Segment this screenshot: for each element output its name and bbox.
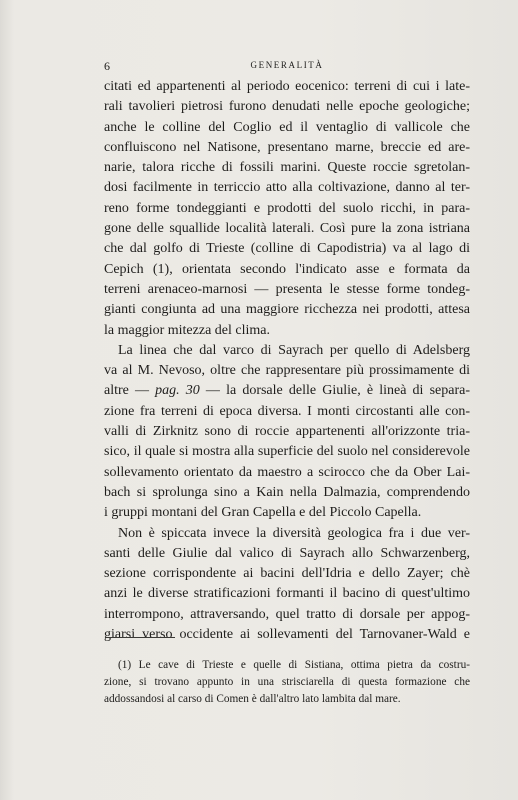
text-line: narie, talora ricche di fossili marini. Queste roccie sgretolan- xyxy=(104,160,470,176)
text-line: bach si sprolunga sino a Kain nella Dalmazia, comprendendo xyxy=(104,484,470,500)
text-line: gone delle squallide località laterali. Così pure la zona istriana xyxy=(104,221,470,237)
text-line: zione fra terreni di epoca diversa. I monti circostanti alle con- xyxy=(104,403,470,419)
text-line: la maggior mitezza del clima. xyxy=(104,322,270,338)
text-line: sezione corrispondente ai bacini dell'Idria e dello Zayer; chè xyxy=(104,566,470,582)
text-line: valli di Zirknitz sono di roccie appartenenti all'orizzonte tria- xyxy=(104,424,470,440)
page-reference: pag. 30 xyxy=(155,383,200,399)
text-line: anzi le diverse stratificazioni formanti il bacino di quest'ultimo xyxy=(104,586,470,602)
text-line: citati ed appartenenti al periodo eocenico: terreni di cui i late- xyxy=(104,79,470,94)
text-line: sollevamento orientato da maestro a scirocco che da Ober Lai- xyxy=(104,464,470,480)
footnotes xyxy=(104,657,470,708)
text-line: Cepich (1), orientata secondo l'indicato asse e formata da xyxy=(104,261,470,277)
text-line: gianti congiunta ad una maggiore ricchezza nei prodotti, attesa xyxy=(104,302,470,318)
footnote-line: (1) Le cave di Trieste e quelle di Sistiana, ottima pietra da costru- xyxy=(118,659,470,671)
running-title: GENERALITÀ xyxy=(250,60,324,70)
text-line: santi delle Giulie dal valico di Sayrach allo Schwarzenberg, xyxy=(104,545,470,561)
text-line: anche le colline del Coglio ed il ventaglio di vallicole che xyxy=(104,119,470,135)
text-line: La linea che dal varco di Sayrach per quello di Adelsberg xyxy=(118,342,470,358)
footnote-line: zione, si trovano appunto in una strisciarella di questa formazione che xyxy=(104,676,470,688)
text-line: dosi facilmente in terriccio atto alla coltivazione, danno al ter- xyxy=(104,180,470,196)
text-line-with-page-reference: altre — pag. 30 — la dorsale delle Giulie, è lineà di separa- xyxy=(104,383,470,399)
text-line: interrompono, attraversando, quel tratto di dorsale per appog- xyxy=(104,606,470,622)
text-line: rali tavolieri pietrosi furono denudati nelle epoche geologiche; xyxy=(104,99,470,115)
main-text xyxy=(104,77,470,645)
text-line: terreni arenaceo-marnosi — presenta le stesse forme tondeg- xyxy=(104,281,470,297)
text-line: sico, il quale si mostra alla superficie del suolo nel considerevole xyxy=(104,444,470,460)
text-line: che dal golfo di Trieste (colline di Capodistria) va al lago di xyxy=(104,241,470,257)
text-line: i gruppi montani del Gran Capella e del Piccolo Capella. xyxy=(104,505,422,521)
footnote-line: addossandosi al carso di Comen è dall'altro lato lambita dal mare. xyxy=(104,693,401,705)
page-number: 6 xyxy=(104,59,110,73)
text-line: giarsi verso occidente ai sollevamenti del Tarnovaner-Wald e xyxy=(104,627,470,643)
text-line: confluiscono nel Natisone, presentano marne, breccie ed are- xyxy=(104,139,470,155)
footnote-separator xyxy=(105,637,175,638)
text-line: Non è spiccata invece la diversità geologica fra i due ver- xyxy=(118,525,470,541)
text-line: reno forme tondeggianti e prodotti del suolo ricchi, in para- xyxy=(104,200,470,216)
page-header xyxy=(104,59,470,73)
text-line: va al M. Nevoso, oltre che rappresentare più prossimamente di xyxy=(104,363,470,379)
